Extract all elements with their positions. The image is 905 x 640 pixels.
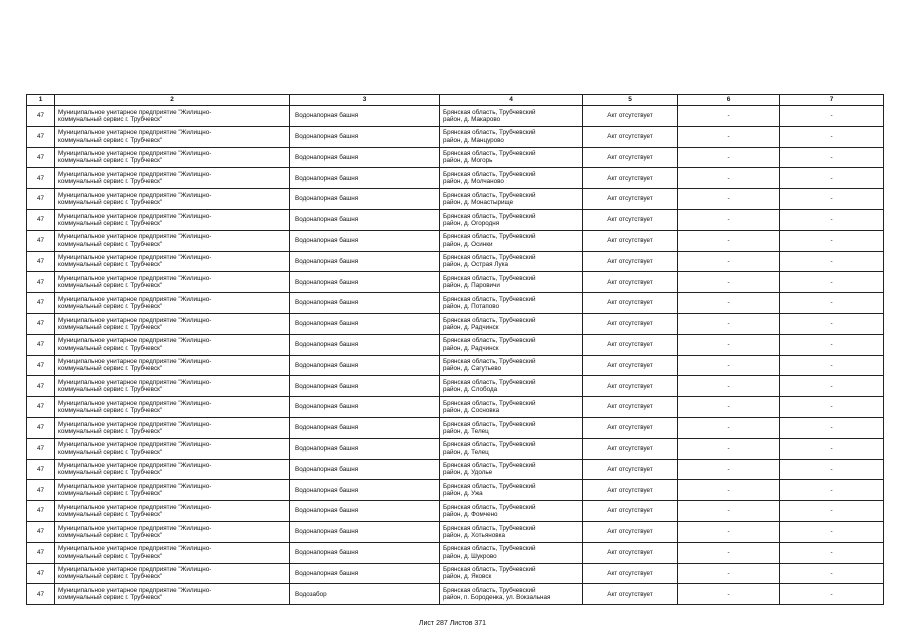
- table-row: [27, 334, 884, 355]
- organization-cell: Муниципальное унитарное предприятие "Жилищно- коммунальный сервис г. Трубчевск": [55, 168, 290, 189]
- column-7-cell: -: [780, 542, 884, 563]
- column-7-cell: -: [780, 501, 884, 522]
- table-row: [27, 438, 884, 459]
- address-cell: Брянская область, Трубчевский район, д. Радчинск: [440, 313, 583, 334]
- object-cell: Водонапорная башня: [290, 189, 440, 210]
- column-6-cell: -: [678, 355, 780, 376]
- address-cell: Брянская область, Трубчевский район, д. Острая Лука: [440, 251, 583, 272]
- object-cell: Водозабор: [290, 584, 440, 605]
- table-row: [27, 563, 884, 584]
- act-cell: Акт отсутствует: [583, 126, 678, 147]
- row-number: 47: [27, 521, 55, 542]
- address-cell: Брянская область, Трубчевский район, д. Ужа: [440, 480, 583, 501]
- table-row: [27, 459, 884, 480]
- organization-cell: Муниципальное унитарное предприятие "Жилищно- коммунальный сервис г. Трубчевск": [55, 542, 290, 563]
- address-cell: Брянская область, Трубчевский район, д. Слобода: [440, 376, 583, 397]
- column-6-cell: -: [678, 521, 780, 542]
- organization-cell: Муниципальное унитарное предприятие "Жилищно- коммунальный сервис г. Трубчевск": [55, 397, 290, 418]
- row-number: 47: [27, 230, 55, 251]
- object-cell: Водонапорная башня: [290, 438, 440, 459]
- table-row: [27, 521, 884, 542]
- table-row: [27, 189, 884, 210]
- address-cell: Брянская область, Трубчевский район, д. Фомчено: [440, 501, 583, 522]
- act-cell: Акт отсутствует: [583, 209, 678, 230]
- column-7-cell: -: [780, 438, 884, 459]
- organization-cell: Муниципальное унитарное предприятие "Жилищно- коммунальный сервис г. Трубчевск": [55, 272, 290, 293]
- address-cell: Брянская область, Трубчевский район, д. Молчаново: [440, 168, 583, 189]
- row-number: 47: [27, 417, 55, 438]
- column-7-cell: -: [780, 272, 884, 293]
- column-6-cell: -: [678, 563, 780, 584]
- table-row: [27, 501, 884, 522]
- column-7-cell: -: [780, 397, 884, 418]
- column-7-cell: -: [780, 147, 884, 168]
- column-6-cell: -: [678, 313, 780, 334]
- object-cell: Водонапорная башня: [290, 459, 440, 480]
- column-6-cell: -: [678, 293, 780, 314]
- address-cell: Брянская область, Трубчевский район, д. Хотьяновка: [440, 521, 583, 542]
- column-7-cell: -: [780, 334, 884, 355]
- table-row: [27, 126, 884, 147]
- object-cell: Водонапорная башня: [290, 355, 440, 376]
- column-6-cell: -: [678, 542, 780, 563]
- column-header-6: 6: [678, 95, 780, 106]
- table-row: [27, 106, 884, 127]
- address-cell: Брянская область, Трубчевский район, д. Радчинск: [440, 334, 583, 355]
- act-cell: Акт отсутствует: [583, 189, 678, 210]
- column-6-cell: -: [678, 438, 780, 459]
- row-number: 47: [27, 480, 55, 501]
- row-number: 47: [27, 501, 55, 522]
- act-cell: Акт отсутствует: [583, 563, 678, 584]
- organization-cell: Муниципальное унитарное предприятие "Жилищно- коммунальный сервис г. Трубчевск": [55, 501, 290, 522]
- object-cell: Водонапорная башня: [290, 521, 440, 542]
- column-6-cell: -: [678, 376, 780, 397]
- column-6-cell: -: [678, 126, 780, 147]
- row-number: 47: [27, 189, 55, 210]
- column-6-cell: -: [678, 501, 780, 522]
- column-7-cell: -: [780, 168, 884, 189]
- act-cell: Акт отсутствует: [583, 376, 678, 397]
- act-cell: Акт отсутствует: [583, 355, 678, 376]
- row-number: 47: [27, 459, 55, 480]
- column-6-cell: -: [678, 334, 780, 355]
- row-number: 47: [27, 209, 55, 230]
- organization-cell: Муниципальное унитарное предприятие "Жилищно- коммунальный сервис г. Трубчевск": [55, 126, 290, 147]
- act-cell: Акт отсутствует: [583, 168, 678, 189]
- column-6-cell: -: [678, 584, 780, 605]
- row-number: 47: [27, 584, 55, 605]
- column-7-cell: -: [780, 189, 884, 210]
- object-cell: Водонапорная башня: [290, 293, 440, 314]
- address-cell: Брянская область, Трубчевский район, д. Сосновка: [440, 397, 583, 418]
- organization-cell: Муниципальное унитарное предприятие "Жилищно- коммунальный сервис г. Трубчевск": [55, 334, 290, 355]
- column-6-cell: -: [678, 480, 780, 501]
- row-number: 47: [27, 251, 55, 272]
- act-cell: Акт отсутствует: [583, 459, 678, 480]
- address-cell: Брянская область, Трубчевский район, д. Телец: [440, 417, 583, 438]
- address-cell: Брянская область, Трубчевский район, д. Могорь: [440, 147, 583, 168]
- column-7-cell: -: [780, 106, 884, 127]
- organization-cell: Муниципальное унитарное предприятие "Жилищно- коммунальный сервис г. Трубчевск": [55, 376, 290, 397]
- address-cell: Брянская область, Трубчевский район, д. Шукрово: [440, 542, 583, 563]
- object-cell: Водонапорная башня: [290, 209, 440, 230]
- table-row: [27, 542, 884, 563]
- object-cell: Водонапорная башня: [290, 563, 440, 584]
- column-header-5: 5: [583, 95, 678, 106]
- object-cell: Водонапорная башня: [290, 168, 440, 189]
- act-cell: Акт отсутствует: [583, 542, 678, 563]
- row-number: 47: [27, 397, 55, 418]
- column-header-2: 2: [55, 95, 290, 106]
- column-6-cell: -: [678, 251, 780, 272]
- address-cell: Брянская область, Трубчевский район, п. Бороденка, ул. Вокзальная: [440, 584, 583, 605]
- column-6-cell: -: [678, 147, 780, 168]
- object-cell: Водонапорная башня: [290, 397, 440, 418]
- address-cell: Брянская область, Трубчевский район, д. Манцурово: [440, 126, 583, 147]
- column-header-4: 4: [440, 95, 583, 106]
- organization-cell: Муниципальное унитарное предприятие "Жилищно- коммунальный сервис г. Трубчевск": [55, 459, 290, 480]
- row-number: 47: [27, 147, 55, 168]
- object-cell: Водонапорная башня: [290, 251, 440, 272]
- object-cell: Водонапорная башня: [290, 147, 440, 168]
- column-7-cell: -: [780, 521, 884, 542]
- act-cell: Акт отсутствует: [583, 584, 678, 605]
- column-6-cell: -: [678, 417, 780, 438]
- address-cell: Брянская область, Трубчевский район, д. Потапово: [440, 293, 583, 314]
- column-7-cell: -: [780, 480, 884, 501]
- table-row: [27, 272, 884, 293]
- address-cell: Брянская область, Трубчевский район, д. Сагутьево: [440, 355, 583, 376]
- document-table-area: [26, 94, 883, 605]
- column-header-1: 1: [27, 95, 55, 106]
- object-cell: Водонапорная башня: [290, 230, 440, 251]
- column-6-cell: -: [678, 230, 780, 251]
- object-cell: Водонапорная башня: [290, 542, 440, 563]
- address-cell: Брянская область, Трубчевский район, д. Монастырище: [440, 189, 583, 210]
- row-number: 47: [27, 563, 55, 584]
- table-row: [27, 313, 884, 334]
- object-cell: Водонапорная башня: [290, 480, 440, 501]
- table-row: [27, 168, 884, 189]
- organization-cell: Муниципальное унитарное предприятие "Жилищно- коммунальный сервис г. Трубчевск": [55, 209, 290, 230]
- act-cell: Акт отсутствует: [583, 106, 678, 127]
- row-number: 47: [27, 126, 55, 147]
- registry-table: [26, 94, 884, 605]
- table-row: [27, 397, 884, 418]
- column-6-cell: -: [678, 168, 780, 189]
- column-7-cell: -: [780, 209, 884, 230]
- act-cell: Акт отсутствует: [583, 501, 678, 522]
- act-cell: Акт отсутствует: [583, 417, 678, 438]
- table-row: [27, 355, 884, 376]
- column-6-cell: -: [678, 459, 780, 480]
- row-number: 47: [27, 542, 55, 563]
- column-7-cell: -: [780, 417, 884, 438]
- organization-cell: Муниципальное унитарное предприятие "Жилищно- коммунальный сервис г. Трубчевск": [55, 189, 290, 210]
- act-cell: Акт отсутствует: [583, 230, 678, 251]
- object-cell: Водонапорная башня: [290, 334, 440, 355]
- organization-cell: Муниципальное унитарное предприятие "Жилищно- коммунальный сервис г. Трубчевск": [55, 563, 290, 584]
- row-number: 47: [27, 438, 55, 459]
- row-number: 47: [27, 334, 55, 355]
- column-6-cell: -: [678, 106, 780, 127]
- object-cell: Водонапорная башня: [290, 106, 440, 127]
- table-row: [27, 293, 884, 314]
- act-cell: Акт отсутствует: [583, 293, 678, 314]
- object-cell: Водонапорная башня: [290, 376, 440, 397]
- column-7-cell: -: [780, 563, 884, 584]
- organization-cell: Муниципальное унитарное предприятие "Жилищно- коммунальный сервис г. Трубчевск": [55, 355, 290, 376]
- organization-cell: Муниципальное унитарное предприятие "Жилищно- коммунальный сервис г. Трубчевск": [55, 438, 290, 459]
- organization-cell: Муниципальное унитарное предприятие "Жилищно- коммунальный сервис г. Трубчевск": [55, 313, 290, 334]
- table-row: [27, 209, 884, 230]
- organization-cell: Муниципальное унитарное предприятие "Жилищно- коммунальный сервис г. Трубчевск": [55, 584, 290, 605]
- table-row: [27, 147, 884, 168]
- object-cell: Водонапорная башня: [290, 272, 440, 293]
- row-number: 47: [27, 355, 55, 376]
- act-cell: Акт отсутствует: [583, 480, 678, 501]
- address-cell: Брянская область, Трубчевский район, д. Огородня: [440, 209, 583, 230]
- column-7-cell: -: [780, 355, 884, 376]
- organization-cell: Муниципальное унитарное предприятие "Жилищно- коммунальный сервис г. Трубчевск": [55, 293, 290, 314]
- organization-cell: Муниципальное унитарное предприятие "Жилищно- коммунальный сервис г. Трубчевск": [55, 251, 290, 272]
- organization-cell: Муниципальное унитарное предприятие "Жилищно- коммунальный сервис г. Трубчевск": [55, 147, 290, 168]
- organization-cell: Муниципальное унитарное предприятие "Жилищно- коммунальный сервис г. Трубчевск": [55, 230, 290, 251]
- act-cell: Акт отсутствует: [583, 313, 678, 334]
- row-number: 47: [27, 376, 55, 397]
- organization-cell: Муниципальное унитарное предприятие "Жилищно- коммунальный сервис г. Трубчевск": [55, 417, 290, 438]
- object-cell: Водонапорная башня: [290, 417, 440, 438]
- column-7-cell: -: [780, 230, 884, 251]
- page-counter: Лист 287 Листов 371: [418, 620, 487, 627]
- column-7-cell: -: [780, 293, 884, 314]
- address-cell: Брянская область, Трубчевский район, д. Телец: [440, 438, 583, 459]
- act-cell: Акт отсутствует: [583, 272, 678, 293]
- table-row: [27, 584, 884, 605]
- act-cell: Акт отсутствует: [583, 334, 678, 355]
- organization-cell: Муниципальное унитарное предприятие "Жилищно- коммунальный сервис г. Трубчевск": [55, 480, 290, 501]
- column-7-cell: -: [780, 313, 884, 334]
- column-7-cell: -: [780, 251, 884, 272]
- address-cell: Брянская область, Трубчевский район, д. Осинки: [440, 230, 583, 251]
- organization-cell: Муниципальное унитарное предприятие "Жилищно- коммунальный сервис г. Трубчевск": [55, 106, 290, 127]
- column-7-cell: -: [780, 126, 884, 147]
- table-row: [27, 417, 884, 438]
- act-cell: Акт отсутствует: [583, 251, 678, 272]
- column-7-cell: -: [780, 459, 884, 480]
- address-cell: Брянская область, Трубчевский район, д. Удолье: [440, 459, 583, 480]
- act-cell: Акт отсутствует: [583, 438, 678, 459]
- table-row: [27, 251, 884, 272]
- header-row: [27, 95, 884, 106]
- object-cell: Водонапорная башня: [290, 126, 440, 147]
- column-7-cell: -: [780, 584, 884, 605]
- row-number: 47: [27, 168, 55, 189]
- act-cell: Акт отсутствует: [583, 521, 678, 542]
- object-cell: Водонапорная башня: [290, 313, 440, 334]
- act-cell: Акт отсутствует: [583, 397, 678, 418]
- row-number: 47: [27, 313, 55, 334]
- column-6-cell: -: [678, 209, 780, 230]
- row-number: 47: [27, 293, 55, 314]
- row-number: 47: [27, 272, 55, 293]
- organization-cell: Муниципальное унитарное предприятие "Жилищно- коммунальный сервис г. Трубчевск": [55, 521, 290, 542]
- object-cell: Водонапорная башня: [290, 501, 440, 522]
- table-row: [27, 230, 884, 251]
- column-6-cell: -: [678, 397, 780, 418]
- column-header-7: 7: [780, 95, 884, 106]
- column-6-cell: -: [678, 189, 780, 210]
- act-cell: Акт отсутствует: [583, 147, 678, 168]
- address-cell: Брянская область, Трубчевский район, д. Паровичи: [440, 272, 583, 293]
- table-row: [27, 480, 884, 501]
- address-cell: Брянская область, Трубчевский район, д. Макарово: [440, 106, 583, 127]
- column-header-3: 3: [290, 95, 440, 106]
- column-6-cell: -: [678, 272, 780, 293]
- table-row: [27, 376, 884, 397]
- address-cell: Брянская область, Трубчевский район, д. Яковск: [440, 563, 583, 584]
- column-7-cell: -: [780, 376, 884, 397]
- row-number: 47: [27, 106, 55, 127]
